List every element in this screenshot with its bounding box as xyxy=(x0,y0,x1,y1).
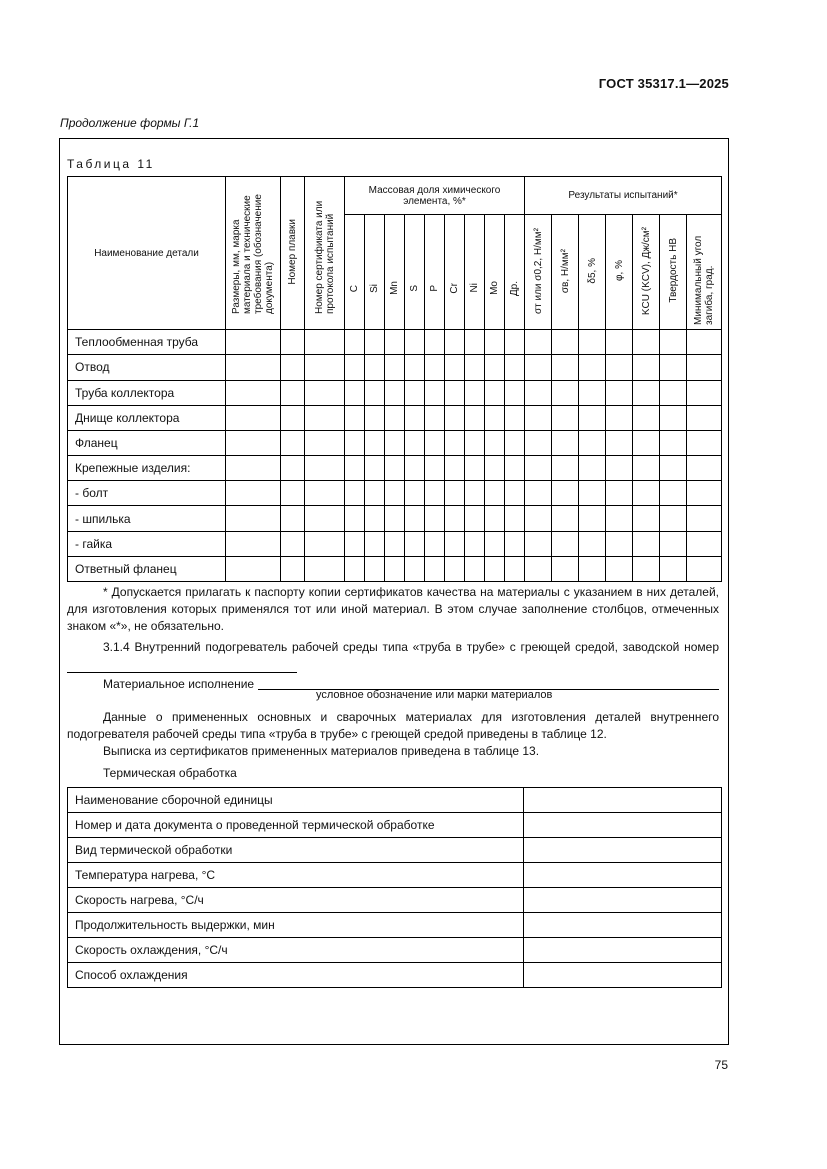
table-row xyxy=(68,556,722,581)
heat-label-cell: Наименование сборочной единицы xyxy=(68,788,524,813)
input-cell[interactable] xyxy=(660,556,687,581)
header-chem-8: Др. xyxy=(509,280,520,296)
input-cell[interactable] xyxy=(552,531,579,556)
input-cell[interactable] xyxy=(552,456,579,481)
part-name-cell: - болт xyxy=(68,481,226,506)
input-cell[interactable] xyxy=(687,430,722,455)
input-cell[interactable] xyxy=(687,531,722,556)
heat-value-cell[interactable] xyxy=(524,963,722,988)
table-row xyxy=(68,506,722,531)
continuation-label: Продолжение формы Г.1 xyxy=(60,116,200,130)
header-chem-5: Cr xyxy=(449,282,460,294)
input-cell[interactable] xyxy=(345,330,365,355)
input-cell[interactable] xyxy=(606,456,633,481)
input-cell[interactable] xyxy=(365,506,385,531)
input-cell[interactable] xyxy=(405,456,425,481)
input-cell[interactable] xyxy=(385,481,405,506)
input-cell[interactable] xyxy=(606,481,633,506)
input-cell[interactable] xyxy=(579,430,606,455)
input-cell[interactable] xyxy=(525,355,552,380)
input-cell[interactable] xyxy=(633,456,660,481)
input-cell[interactable] xyxy=(687,456,722,481)
input-cell[interactable] xyxy=(281,355,305,380)
input-cell[interactable] xyxy=(281,481,305,506)
input-cell[interactable] xyxy=(385,405,405,430)
heat-value-cell[interactable] xyxy=(524,863,722,888)
input-cell[interactable] xyxy=(485,481,505,506)
input-cell[interactable] xyxy=(579,456,606,481)
input-cell[interactable] xyxy=(687,330,722,355)
input-cell[interactable] xyxy=(425,556,445,581)
input-cell[interactable] xyxy=(579,355,606,380)
input-cell[interactable] xyxy=(465,405,485,430)
header-chem-cell xyxy=(485,215,505,330)
input-cell[interactable] xyxy=(405,405,425,430)
input-cell[interactable] xyxy=(445,405,465,430)
header-size: Размеры, мм, марка материала и технические требования (обозначение документа) xyxy=(231,194,275,315)
input-cell[interactable] xyxy=(345,355,365,380)
input-cell[interactable] xyxy=(525,556,552,581)
input-cell[interactable] xyxy=(281,531,305,556)
input-cell[interactable] xyxy=(445,556,465,581)
heat-label-cell: Вид термической обработки xyxy=(68,838,524,863)
part-name-cell: Фланец xyxy=(68,430,226,455)
header-part-name: Наименование детали xyxy=(68,177,226,330)
input-cell[interactable] xyxy=(405,355,425,380)
input-cell[interactable] xyxy=(305,556,345,581)
input-cell[interactable] xyxy=(226,380,281,405)
input-cell[interactable] xyxy=(606,531,633,556)
input-cell[interactable] xyxy=(405,330,425,355)
heat-label-cell: Продолжительность выдержки, мин xyxy=(68,913,524,938)
header-test-cell xyxy=(525,215,552,330)
heat-row xyxy=(68,813,722,838)
input-cell[interactable] xyxy=(365,330,385,355)
input-cell[interactable] xyxy=(525,330,552,355)
header-test-cell xyxy=(660,215,687,330)
data-paragraph: Данные о примененных основных и сварочных материалах для изготовления деталей внутреннего подогревателя рабочей среды типа «труба в трубе» с греющей средой приведены в таблице 12. xyxy=(67,710,719,741)
input-cell[interactable] xyxy=(606,330,633,355)
input-cell[interactable] xyxy=(465,380,485,405)
input-cell[interactable] xyxy=(385,556,405,581)
input-cell[interactable] xyxy=(633,355,660,380)
input-cell[interactable] xyxy=(525,506,552,531)
input-cell[interactable] xyxy=(305,405,345,430)
input-cell[interactable] xyxy=(687,481,722,506)
header-chem-cell xyxy=(385,215,405,330)
input-cell[interactable] xyxy=(281,506,305,531)
input-cell[interactable] xyxy=(385,456,405,481)
input-cell[interactable] xyxy=(579,405,606,430)
input-cell[interactable] xyxy=(633,556,660,581)
input-cell[interactable] xyxy=(525,430,552,455)
input-cell[interactable] xyxy=(281,380,305,405)
table-row xyxy=(68,405,722,430)
input-cell[interactable] xyxy=(552,506,579,531)
input-cell[interactable] xyxy=(465,456,485,481)
footnote: * Допускается прилагать к паспорту копии сертификатов качества на материалы с указанием в них деталей, для изготовления которых применялся тот или иной материал. В этом случае заполнение столбцов, отмеченных знаком «*», не обязательно. xyxy=(67,585,719,633)
input-cell[interactable] xyxy=(485,330,505,355)
header-test-4: KCU (KCV), Дж/см² xyxy=(640,226,652,315)
page-number: 75 xyxy=(714,1058,728,1072)
input-cell[interactable] xyxy=(445,430,465,455)
input-cell[interactable] xyxy=(226,330,281,355)
input-cell[interactable] xyxy=(226,531,281,556)
input-cell[interactable] xyxy=(281,405,305,430)
input-cell[interactable] xyxy=(552,556,579,581)
input-cell[interactable] xyxy=(485,380,505,405)
header-test-0: σт или σ0,2, Н/мм² xyxy=(532,227,544,314)
input-cell[interactable] xyxy=(505,330,525,355)
header-chem-group: Массовая доля химического элемента, %* xyxy=(345,177,525,215)
input-cell[interactable] xyxy=(465,556,485,581)
input-cell[interactable] xyxy=(405,506,425,531)
input-cell[interactable] xyxy=(281,556,305,581)
header-heat-number: Номер плавки xyxy=(287,218,298,285)
input-cell[interactable] xyxy=(660,355,687,380)
part-name-cell: - шпилька xyxy=(68,506,226,531)
input-cell[interactable] xyxy=(345,430,365,455)
input-cell[interactable] xyxy=(425,355,445,380)
input-cell[interactable] xyxy=(525,456,552,481)
material-line xyxy=(258,676,719,690)
input-cell[interactable] xyxy=(606,430,633,455)
input-cell[interactable] xyxy=(305,481,345,506)
input-cell[interactable] xyxy=(345,456,365,481)
input-cell[interactable] xyxy=(485,355,505,380)
header-test-cell xyxy=(552,215,579,330)
input-cell[interactable] xyxy=(305,506,345,531)
input-cell[interactable] xyxy=(345,481,365,506)
material-label: Материальное исполнение xyxy=(103,677,255,691)
header-chem-7: Mo xyxy=(489,281,500,296)
input-cell[interactable] xyxy=(505,531,525,556)
input-cell[interactable] xyxy=(365,531,385,556)
header-chem-cell xyxy=(345,215,365,330)
section-text: 3.1.4 Внутренний подогреватель рабочей среды типа «труба в трубе» с греющей средой, заводской номер xyxy=(103,640,719,654)
heat-label-cell: Скорость охлаждения, °С/ч xyxy=(68,938,524,963)
header-chem-cell xyxy=(365,215,385,330)
heat-label-cell: Способ охлаждения xyxy=(68,963,524,988)
input-cell[interactable] xyxy=(345,405,365,430)
input-cell[interactable] xyxy=(465,506,485,531)
material-sublabel: условное обозначение или марки материалов xyxy=(316,689,553,701)
input-cell[interactable] xyxy=(485,405,505,430)
input-cell[interactable] xyxy=(465,355,485,380)
input-cell[interactable] xyxy=(305,430,345,455)
input-cell[interactable] xyxy=(385,506,405,531)
input-cell[interactable] xyxy=(405,531,425,556)
heat-value-cell[interactable] xyxy=(524,788,722,813)
input-cell[interactable] xyxy=(687,355,722,380)
heat-value-cell[interactable] xyxy=(524,938,722,963)
header-test-cell xyxy=(687,215,722,330)
input-cell[interactable] xyxy=(660,430,687,455)
header-certificate: Номер сертификата или протокола испытаний xyxy=(313,200,336,315)
input-cell[interactable] xyxy=(305,380,345,405)
input-cell[interactable] xyxy=(687,556,722,581)
input-cell[interactable] xyxy=(405,380,425,405)
input-cell[interactable] xyxy=(606,556,633,581)
input-cell[interactable] xyxy=(465,430,485,455)
part-name-cell: Теплообменная труба xyxy=(68,330,226,355)
input-cell[interactable] xyxy=(485,456,505,481)
input-cell[interactable] xyxy=(445,456,465,481)
heat-treatment-title: Термическая обработка xyxy=(103,766,237,780)
input-cell[interactable] xyxy=(465,481,485,506)
input-cell[interactable] xyxy=(385,380,405,405)
input-cell[interactable] xyxy=(687,506,722,531)
document-code: ГОСТ 35317.1—2025 xyxy=(598,76,729,91)
table-row xyxy=(68,380,722,405)
header-chem-cell xyxy=(445,215,465,330)
input-cell[interactable] xyxy=(660,330,687,355)
header-test-5: Твердость НВ xyxy=(667,238,679,304)
input-cell[interactable] xyxy=(226,481,281,506)
heat-row xyxy=(68,963,722,988)
input-cell[interactable] xyxy=(385,330,405,355)
input-cell[interactable] xyxy=(552,481,579,506)
input-cell[interactable] xyxy=(445,506,465,531)
header-chem-cell xyxy=(465,215,485,330)
heat-row xyxy=(68,888,722,913)
serial-number-line xyxy=(67,672,297,673)
input-cell[interactable] xyxy=(660,380,687,405)
input-cell[interactable] xyxy=(579,330,606,355)
input-cell[interactable] xyxy=(405,481,425,506)
table-row xyxy=(68,430,722,455)
header-chem-2: Mn xyxy=(389,281,400,296)
input-cell[interactable] xyxy=(485,531,505,556)
part-name-cell: Днище коллектора xyxy=(68,405,226,430)
input-cell[interactable] xyxy=(281,430,305,455)
part-name-cell: - гайка xyxy=(68,531,226,556)
input-cell[interactable] xyxy=(579,506,606,531)
input-cell[interactable] xyxy=(425,506,445,531)
input-cell[interactable] xyxy=(226,430,281,455)
header-heat-cell xyxy=(281,177,305,330)
input-cell[interactable] xyxy=(633,481,660,506)
input-cell[interactable] xyxy=(226,355,281,380)
heat-value-cell[interactable] xyxy=(524,888,722,913)
table-row xyxy=(68,330,722,355)
input-cell[interactable] xyxy=(633,430,660,455)
input-cell[interactable] xyxy=(525,481,552,506)
heat-value-cell[interactable] xyxy=(524,838,722,863)
part-name-cell: Крепежные изделия: xyxy=(68,456,226,481)
table-row xyxy=(68,355,722,380)
input-cell[interactable] xyxy=(425,380,445,405)
input-cell[interactable] xyxy=(281,330,305,355)
input-cell[interactable] xyxy=(385,531,405,556)
input-cell[interactable] xyxy=(485,556,505,581)
header-test-cell xyxy=(579,215,606,330)
input-cell[interactable] xyxy=(505,556,525,581)
input-cell[interactable] xyxy=(365,430,385,455)
input-cell[interactable] xyxy=(365,355,385,380)
input-cell[interactable] xyxy=(425,430,445,455)
heat-label-cell: Номер и дата документа о проведенной термической обработке xyxy=(68,813,524,838)
heat-value-cell[interactable] xyxy=(524,813,722,838)
input-cell[interactable] xyxy=(505,430,525,455)
input-cell[interactable] xyxy=(505,405,525,430)
input-cell[interactable] xyxy=(552,330,579,355)
input-cell[interactable] xyxy=(365,481,385,506)
heat-label-cell: Скорость нагрева, °С/ч xyxy=(68,888,524,913)
header-test-6: Минимальный угол загиба, град. xyxy=(693,235,716,325)
header-chem-0: C xyxy=(349,284,360,292)
input-cell[interactable] xyxy=(425,330,445,355)
table-caption: Таблица 11 xyxy=(67,157,155,171)
input-cell[interactable] xyxy=(365,380,385,405)
input-cell[interactable] xyxy=(660,506,687,531)
input-cell[interactable] xyxy=(525,531,552,556)
input-cell[interactable] xyxy=(633,330,660,355)
header-chem-6: Ni xyxy=(469,283,480,293)
heat-value-cell[interactable] xyxy=(524,913,722,938)
input-cell[interactable] xyxy=(606,405,633,430)
input-cell[interactable] xyxy=(305,456,345,481)
input-cell[interactable] xyxy=(525,380,552,405)
input-cell[interactable] xyxy=(425,456,445,481)
table-row xyxy=(68,481,722,506)
table-11 xyxy=(67,176,722,582)
input-cell[interactable] xyxy=(281,456,305,481)
header-test-cell xyxy=(606,215,633,330)
input-cell[interactable] xyxy=(505,456,525,481)
input-cell[interactable] xyxy=(633,531,660,556)
input-cell[interactable] xyxy=(552,405,579,430)
header-test-2: δ5, % xyxy=(586,257,598,284)
input-cell[interactable] xyxy=(660,456,687,481)
input-cell[interactable] xyxy=(425,481,445,506)
heat-row xyxy=(68,863,722,888)
header-chem-1: Si xyxy=(369,283,380,293)
input-cell[interactable] xyxy=(579,556,606,581)
input-cell[interactable] xyxy=(579,481,606,506)
header-chem-cell xyxy=(505,215,525,330)
part-name-cell: Труба коллектора xyxy=(68,380,226,405)
input-cell[interactable] xyxy=(606,380,633,405)
input-cell[interactable] xyxy=(660,405,687,430)
input-cell[interactable] xyxy=(633,405,660,430)
input-cell[interactable] xyxy=(552,430,579,455)
header-test-cell xyxy=(633,215,660,330)
input-cell[interactable] xyxy=(552,380,579,405)
input-cell[interactable] xyxy=(305,355,345,380)
input-cell[interactable] xyxy=(365,456,385,481)
input-cell[interactable] xyxy=(465,531,485,556)
input-cell[interactable] xyxy=(345,506,365,531)
input-cell[interactable] xyxy=(579,531,606,556)
input-cell[interactable] xyxy=(365,556,385,581)
header-chem-4: P xyxy=(429,284,440,292)
input-cell[interactable] xyxy=(305,330,345,355)
input-cell[interactable] xyxy=(365,405,385,430)
input-cell[interactable] xyxy=(606,506,633,531)
header-chem-cell xyxy=(405,215,425,330)
input-cell[interactable] xyxy=(345,380,365,405)
input-cell[interactable] xyxy=(305,531,345,556)
input-cell[interactable] xyxy=(425,405,445,430)
input-cell[interactable] xyxy=(606,355,633,380)
heat-row xyxy=(68,938,722,963)
section-3-1-4 xyxy=(67,639,719,673)
input-cell[interactable] xyxy=(445,355,465,380)
header-test-group: Результаты испытаний* xyxy=(525,177,722,215)
input-cell[interactable] xyxy=(385,355,405,380)
heat-row xyxy=(68,788,722,813)
part-name-cell: Ответный фланец xyxy=(68,556,226,581)
input-cell[interactable] xyxy=(505,355,525,380)
input-cell[interactable] xyxy=(405,556,425,581)
input-cell[interactable] xyxy=(345,531,365,556)
input-cell[interactable] xyxy=(226,556,281,581)
input-cell[interactable] xyxy=(687,405,722,430)
input-cell[interactable] xyxy=(660,481,687,506)
input-cell[interactable] xyxy=(505,481,525,506)
heat-label-cell: Температура нагрева, °С xyxy=(68,863,524,888)
heat-row xyxy=(68,913,722,938)
heat-treatment-table xyxy=(67,787,722,988)
header-cert-cell xyxy=(305,177,345,330)
table-row xyxy=(68,456,722,481)
header-chem-cell xyxy=(425,215,445,330)
input-cell[interactable] xyxy=(505,506,525,531)
input-cell[interactable] xyxy=(505,380,525,405)
input-cell[interactable] xyxy=(687,380,722,405)
part-name-cell: Отвод xyxy=(68,355,226,380)
table-row xyxy=(68,531,722,556)
header-test-3: φ, % xyxy=(613,260,625,282)
input-cell[interactable] xyxy=(345,556,365,581)
input-cell[interactable] xyxy=(525,405,552,430)
input-cell[interactable] xyxy=(226,506,281,531)
header-test-1: σв, Н/мм² xyxy=(559,248,571,293)
input-cell[interactable] xyxy=(445,531,465,556)
input-cell[interactable] xyxy=(552,355,579,380)
input-cell[interactable] xyxy=(445,380,465,405)
input-cell[interactable] xyxy=(633,380,660,405)
input-cell[interactable] xyxy=(385,430,405,455)
input-cell[interactable] xyxy=(465,330,485,355)
input-cell[interactable] xyxy=(633,506,660,531)
input-cell[interactable] xyxy=(445,330,465,355)
heat-row xyxy=(68,838,722,863)
input-cell[interactable] xyxy=(579,380,606,405)
extract-paragraph: Выписка из сертификатов примененных материалов приведена в таблице 13. xyxy=(103,744,540,758)
input-cell[interactable] xyxy=(226,405,281,430)
header-chem-3: S xyxy=(409,284,420,292)
input-cell[interactable] xyxy=(405,430,425,455)
input-cell[interactable] xyxy=(660,531,687,556)
input-cell[interactable] xyxy=(485,430,505,455)
input-cell[interactable] xyxy=(485,506,505,531)
header-size-cell xyxy=(226,177,281,330)
input-cell[interactable] xyxy=(445,481,465,506)
input-cell[interactable] xyxy=(425,531,445,556)
input-cell[interactable] xyxy=(226,456,281,481)
